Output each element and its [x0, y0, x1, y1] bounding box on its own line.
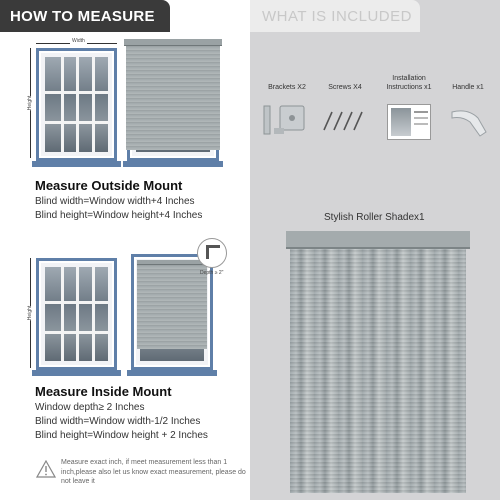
window-mullion: [45, 331, 108, 334]
window-outside: [36, 48, 117, 161]
shade-caption: Stylish Roller Shadex1: [324, 212, 425, 223]
window-mullion: [45, 301, 108, 304]
height-label: Height: [27, 95, 34, 111]
window-sill: [32, 161, 121, 167]
inside-mount-line-3: Blind height=Window height + 2 Inches: [35, 430, 208, 441]
handle-icon: [448, 104, 490, 140]
outside-blind-cassette: [124, 39, 222, 46]
window-mullion: [92, 57, 95, 152]
what-is-included-header: [250, 0, 420, 32]
inside-blind: [137, 265, 207, 349]
outside-mount-title: Measure Outside Mount: [35, 178, 183, 193]
window-mullion: [45, 91, 108, 94]
how-to-measure-title: HOW TO MEASURE: [10, 8, 155, 25]
roller-shade-cassette: [286, 231, 470, 249]
depth-corner-detail: [206, 245, 220, 259]
width-label: Width: [72, 38, 85, 44]
window-mullion: [61, 267, 64, 361]
how-to-measure-header: [0, 0, 170, 32]
window-mullion: [76, 267, 79, 361]
window-mullion: [76, 57, 79, 152]
inside-mount-line-2: Blind width=Window width-1/2 Inches: [35, 416, 201, 427]
instructions-label: Installation Instructions x1: [386, 75, 432, 91]
bracket-icon: [262, 102, 308, 138]
roller-shade-fabric: [290, 249, 466, 493]
depth-detail-circle: [197, 238, 227, 268]
outside-mount-line-2: Blind height=Window height+4 Inches: [35, 210, 203, 221]
depth-label: Depth ≥ 2": [200, 270, 224, 276]
window-inside: [36, 258, 117, 370]
height-label: Height: [27, 305, 34, 321]
window-mullion: [92, 267, 95, 361]
instructions-photo: [391, 108, 411, 136]
measurement-note: Measure exact inch, if meet measurement less than 1 inch,please also let us know exact measurement, please do not leave it: [61, 459, 246, 485]
brackets-label: Brackets X2: [268, 84, 306, 91]
screws-icon: [320, 110, 370, 132]
what-is-included-title: WHAT IS INCLUDED: [262, 8, 412, 25]
outside-mount-line-1: Blind width=Window width+4 Inches: [35, 196, 195, 207]
warning-icon: [36, 460, 56, 478]
window-mullion: [61, 57, 64, 152]
inside-mount-title: Measure Inside Mount: [35, 384, 172, 399]
window-mullion: [45, 121, 108, 124]
window-sill: [32, 370, 121, 376]
instructions-text-line: [414, 117, 428, 119]
screws-label: Screws X4: [328, 84, 362, 91]
inside-mount-line-1: Window depth≥ 2 Inches: [35, 402, 145, 413]
outside-blind: [126, 46, 220, 150]
instructions-text-line: [414, 123, 428, 125]
window-sill: [127, 370, 217, 376]
handle-label: Handle x1: [452, 84, 484, 91]
instructions-text-line: [414, 111, 428, 113]
instructions-booklet: [387, 104, 431, 140]
window-sill: [123, 161, 223, 167]
